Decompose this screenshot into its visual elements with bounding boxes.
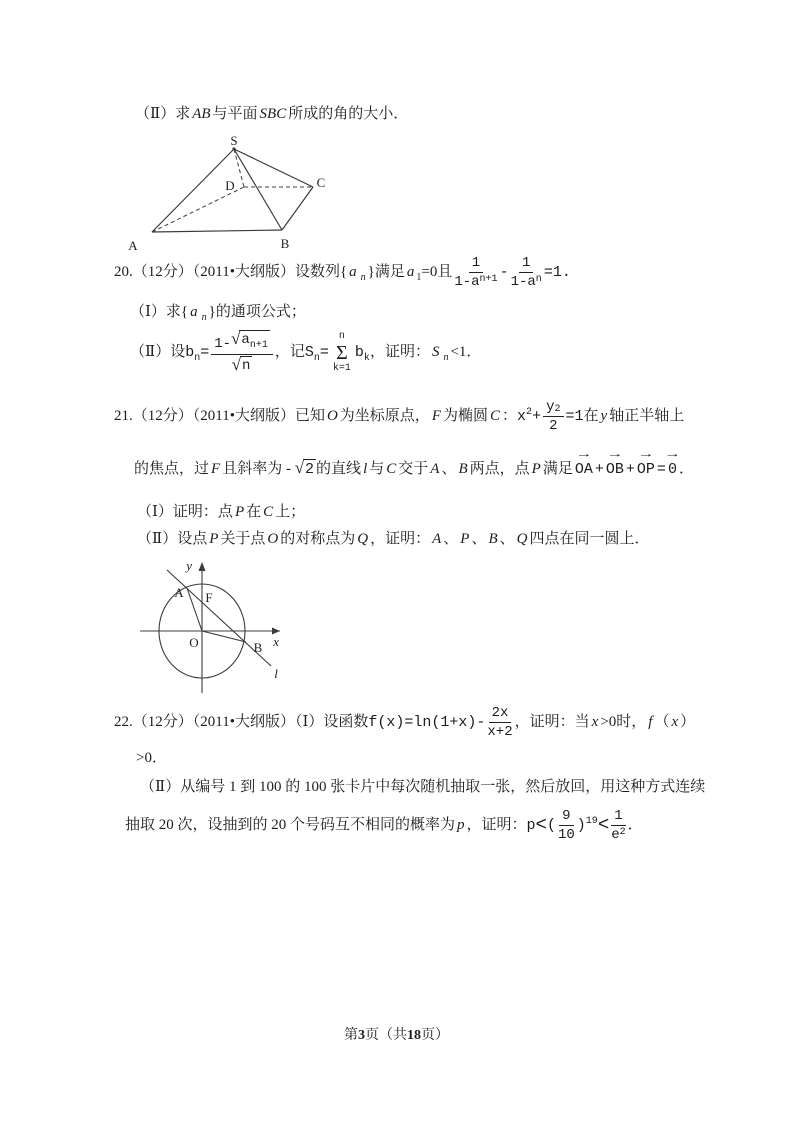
problem-21-line2: 的焦点，过 F 且斜率为 - √ 2 的直线 l 与 C 交于 A 、 B 两点，点 P 满足 → OA + → OB + → OP = → 0 ．: [134, 449, 694, 479]
vertex-label-c: C: [316, 175, 326, 190]
pyramid-figure: [122, 136, 334, 254]
point-label-f: F: [205, 590, 213, 605]
edge-bc: [282, 187, 313, 230]
segment-oa: [187, 588, 202, 631]
vertex-label-a: A: [128, 238, 138, 253]
q19-part2-text: （Ⅱ）求 AB 与平面 SBC 所成的角的大小．: [135, 106, 409, 122]
vertex-label-s: S: [230, 136, 238, 148]
edge-sd-dashed: [234, 149, 244, 187]
line-label-l: l: [274, 666, 278, 681]
problem-22-intro: 22.（12分）（2011•大纲版）（Ⅰ）设函数f(x)=ln(1+x)- $\frac{2x}{x+2}$ ，证明：当 x >0时， f （ x ）: [114, 705, 696, 741]
page-footer: 第3页（共18页）: [344, 1028, 449, 1043]
problem-21-item2: （Ⅱ）设点 P 关于点 O 的对称点为 Q ，证明： A 、 P 、 B 、 Q 四点在同一圆上．: [137, 531, 650, 547]
problem-22-cont: >0．: [136, 750, 167, 766]
edge-sa: [152, 149, 234, 232]
problem-20-intro: 20.（12分）（2011•大纲版）设数列{ a $_n$ }满足 a $_1$=0且 1 1-a n+1 - 1 1-a n =1.: [114, 255, 571, 291]
edge-ad-dashed: [152, 187, 244, 232]
vertex-label-d: D: [225, 178, 235, 193]
problem-22-item2-line2: 抽取 20 次，设抽到的 20 个号码互不相同的概率为 p ，证明：p<( $\frac{9}{10}$ )$^{19}$< 1 e 2 ．: [125, 808, 643, 844]
problem-21-intro: 21.（12分）（2011•大纲版）已知 O 为坐标原点， F 为椭圆 C ：$x^2+$ y 2 2 =1在 y 轴正半轴上: [114, 399, 685, 435]
axis-label-y: y: [186, 558, 192, 573]
problem-20-item1: （Ⅰ）求{ a $_n$ }的通项公式；: [130, 304, 306, 323]
vertex-label-b: B: [280, 236, 290, 251]
circle-figure: [136, 557, 288, 701]
problem-21-item1: （Ⅰ）证明：点 P 在 C 上；: [137, 504, 306, 520]
edge-ab: [152, 230, 282, 232]
point-label-b: B: [253, 640, 263, 655]
problem-22-item2-line1: （Ⅱ）从编号 1 到 100 的 100 张卡片中每次随机抽取一张，然后放回，用这种方式连续: [140, 779, 706, 795]
axis-label-x: x: [273, 634, 279, 649]
point-label-a: A: [174, 585, 184, 600]
origin-label-o: O: [189, 635, 199, 650]
y-axis-arrow: [199, 562, 206, 571]
problem-20-item2: （Ⅱ）设$b_n=$ 1- √ $a_{n+1}$ √ n ，记$S_n=$ n Σ k=1 $b_k$，证明： S $_n$ <1．: [130, 329, 482, 374]
